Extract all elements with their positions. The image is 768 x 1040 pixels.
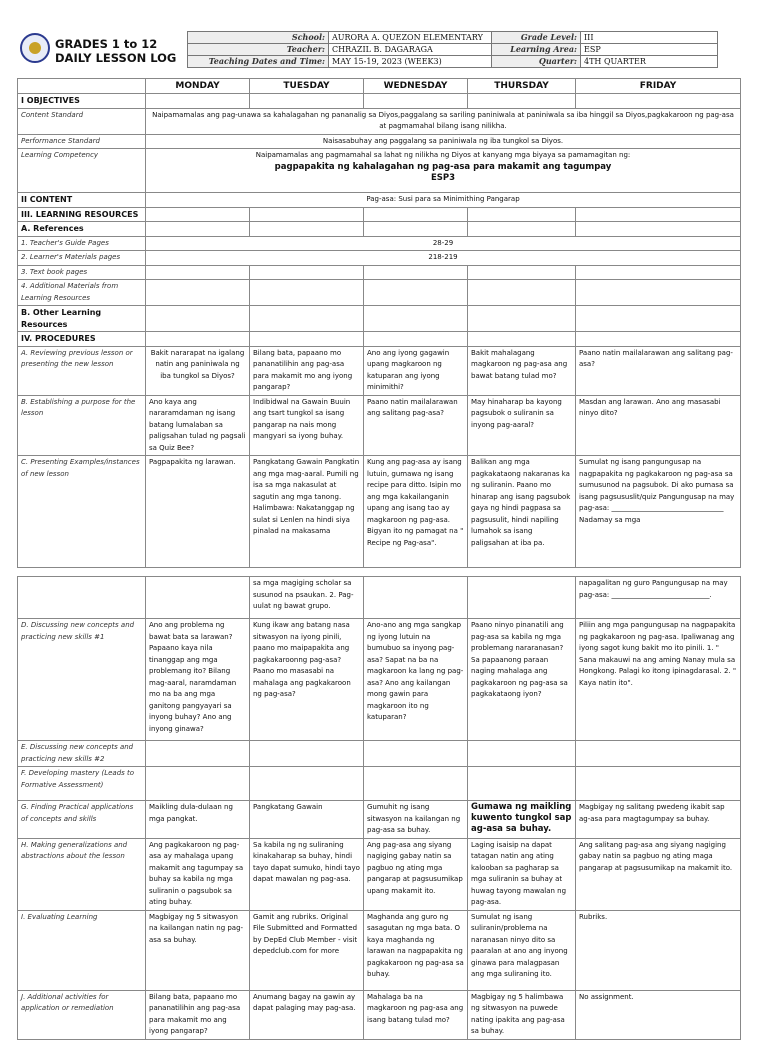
grade-value: III <box>581 32 718 44</box>
competency-line1: Naipamamalas ang pagmamahal sa lahat ng nilikha ng Diyos at kanyang mga biyaya sa pamamagitan ng: <box>255 151 631 159</box>
deped-seal-icon <box>20 33 50 63</box>
tg-label: 1. Teacher's Guide Pages <box>18 236 146 251</box>
procedure-c-cell: Sumulat ng isang pangungusap na nagpapakita ng pagkakaroon ng pag-asa sa sumusunod na pagsubok. Di ako pumasa sa isang pagsususlit/quiz Pangungusap na may pag-asa: ________________________________ Nadamay sa mga <box>576 456 741 568</box>
procedure-b-cell: Ano kaya ang nararamdaman ng isang batang lumalaban sa paligsahan tulad ng pagsali sa Quiz Bee? <box>146 395 250 456</box>
procedure-h-cell: Ang pag-asa ang siyang nagiging gabay natin sa pagbuo ng ating mga pangarap at pagsusumikap upang makamit ito. <box>364 838 468 910</box>
procedure-a-cell: Bakit nararapat na igalang natin ang paniniwala ng iba tungkol sa Diyos? <box>146 346 250 395</box>
section-references: A. References <box>18 222 146 237</box>
competency-line2: pagpapakita ng kahalagahan ng pag-asa para makamit ang tagumpay <box>274 161 612 172</box>
procedure-d-cell: Kung ikaw ang batang nasa sitwasyon na iyong pinili, paano mo maipapakita ang pagkakaroonng pag-asa? Paano mo masasabi na mahalaga ang pagkakaroon ng pag-asa? <box>250 619 364 741</box>
section-objectives: I OBJECTIVES <box>18 94 146 109</box>
procedure-c-cont-cell: napagalitan ng guro Pangungusap na may pag-asa: ____________________________. <box>576 577 741 619</box>
procedure-g-cell: Gumuhit ng isang sitwasyon na kailangan ng pag-asa sa buhay. <box>364 801 468 839</box>
lesson-table-part1 <box>17 78 741 568</box>
content-standard-label: Content Standard <box>18 108 146 134</box>
header-info-table <box>187 31 718 68</box>
procedure-g-cell: Gumawa ng maikling kuwento tungkol sap ag-asa sa buhay. <box>468 801 576 839</box>
school-value: AURORA A. QUEZON ELEMENTARY <box>329 32 492 44</box>
teacher-label: Teacher: <box>188 44 329 56</box>
procedure-i-label: I. Evaluating Learning <box>18 910 146 990</box>
performance-standard-label: Performance Standard <box>18 134 146 149</box>
procedure-h-cell: Laging isaisip na dapat tatagan natin ang ating kalooban sa pagharap sa mga suliranin sa buhay at huwag tayong mawalan ng pag-asa. <box>468 838 576 910</box>
procedure-d-label: D. Discussing new concepts and practicing new skills #1 <box>18 619 146 741</box>
section-procedures: IV. PROCEDURES <box>18 332 146 347</box>
competency-value <box>146 149 741 193</box>
grade-label: Grade Level: <box>492 32 581 44</box>
dates-label: Teaching Dates and Time: <box>188 56 329 68</box>
procedure-a-cell: Bakit mahalagang magkaroon ng pag-asa ang bawat batang tulad mo? <box>468 346 576 395</box>
competency-label: Learning Competency <box>18 149 146 193</box>
form-title-line1: GRADES 1 to 12 <box>55 37 158 51</box>
procedure-e-label: E. Discussing new concepts and practicing new skills #2 <box>18 741 146 767</box>
procedure-a-cell: Paano natin mailalarawan ang salitang pag-asa? <box>576 346 741 395</box>
header <box>17 31 740 71</box>
lm-value: 218-219 <box>146 251 741 266</box>
section-resources: III. LEARNING RESOURCES <box>18 207 146 222</box>
competency-code: ESP3 <box>430 172 456 183</box>
procedure-h-cell: Ang pagkakaroon ng pag-asa ay mahalaga upang makamit ang tagumpay sa buhay sa kabila ng mga suliranin o pagsubok sa ating buhay. <box>146 838 250 910</box>
procedure-h-cell: Ang salitang pag-asa ang siyang nagiging gabay natin sa pagbuo ng ating maga pangarap at pagsusumikap na makamit ito. <box>576 838 741 910</box>
section-content: II CONTENT <box>18 193 146 208</box>
procedure-g-cell: Maikling dula-dulaan ng mga pangkat. <box>146 801 250 839</box>
procedure-d-cell: Piliin ang mga pangungusap na nagpapakita ng pagkakaroon ng pag-asa. Ipaliwanag ang iyong sagot kung bakit mo ito pinili. 1. " Sana makauwi na ang aming Nanay mula sa Hongkong. Palagi ko itong ipinagdarasal. 2. " Kaya natin ito". <box>576 619 741 741</box>
day-header: TUESDAY <box>250 79 364 94</box>
content-standard-value: Naipamamalas ang pag-unawa sa kahalagahan ng pananalig sa Diyos,paggalang sa sariling paniniwala at paniniwala sa iba hinggil sa Diyos,pagkakaroon ng pag-asa at pagmamahal bilang isang nilikha. <box>146 108 741 134</box>
dates-value: MAY 15-19, 2023 (WEEK3) <box>329 56 492 68</box>
area-label: Learning Area: <box>492 44 581 56</box>
procedure-i-cell: Gamit ang rubriks. Original File Submitted and Formatted by DepEd Club Member - visit depedclub.com for more <box>250 910 364 990</box>
procedure-g-label: G. Finding Practical applications of concepts and skills <box>18 801 146 839</box>
procedure-d-cell: Ano ang problema ng bawat bata sa larawan? Papaano kaya nila tinanggap ang mga problemang ito? Bilang mag-aaral, naramdaman mo na ba ang mga ganitong pangyayari sa inyong buhay? Ano ang inyong ginawa? <box>146 619 250 741</box>
procedure-c-cell: Pangkatang Gawain Pangkatin ang mga mag-aaral. Pumili ng isa sa mga nakasulat at sagutin ang mga tanong. Halimbawa: Nakatanggap ng sulat si Lenlen na hindi siya pinalad na makasama <box>250 456 364 568</box>
teacher-value: CHRAZIL B. DAGARAGA <box>329 44 492 56</box>
day-header: THURSDAY <box>468 79 576 94</box>
procedure-c-label: C. Presenting Examples/instances of new lesson <box>18 456 146 568</box>
procedure-j-label: J. Additional activities for application or remediation <box>18 990 146 1039</box>
procedure-j-cell: No assignment. <box>576 990 741 1039</box>
area-value: ESP <box>581 44 718 56</box>
procedure-d-cell: Ano-ano ang mga sangkap ng iyong lutuin na bumubuo sa inyong pag-asa? Sapat na ba na magkaroon ka lang ng pag-asa? Ano ang kailangan mong gawin para magkaroon ito ng katuparan? <box>364 619 468 741</box>
quarter-value: 4TH QUARTER <box>581 56 718 68</box>
form-title-line2: DAILY LESSON LOG <box>55 51 177 65</box>
procedure-c-cell: Kung ang pag-asa ay isang lutuin, gumawa ng isang recipe para ditto. Isipin mo ang mga kakailanganin upang ang isang tao ay magkaroon ng pag-asa. Bigyan ito ng pamagat na " Recipe ng Pag-asa". <box>364 456 468 568</box>
procedure-b-cell: Masdan ang larawan. Ano ang masasabi ninyo dito? <box>576 395 741 456</box>
procedure-b-cell: Paano natin mailalarawan ang salitang pag-asa? <box>364 395 468 456</box>
procedure-a-cell: Ano ang iyong gagawin upang magkaroon ng katuparan ang iyong minimithi? <box>364 346 468 395</box>
content-value: Pag-asa: Susi para sa Minimithing Pangarap <box>146 193 741 208</box>
procedure-b-cell: May hinaharap ba kayong pagsubok o suliranin sa inyong pag-aaral? <box>468 395 576 456</box>
procedure-d-cell: Paano ninyo pinanatili ang pag-asa sa kabila ng mga problemang nararanasan? Sa papaanong paraan naging mahalaga ang pagkakaroon ng pag-asa sa pagkakataong iyon? <box>468 619 576 741</box>
procedure-i-cell: Maghanda ang guro ng sasagutan ng mga bata. O kaya maghanda ng larawan na nagpapakita ng pagkakaroon ng pag-asa sa buhay. <box>364 910 468 990</box>
procedure-i-cell: Sumulat ng isang suliranin/problema na naranasan ninyo dito sa paaralan at ano ang inyong ginawa para malagpasan ang mga suliraning ito. <box>468 910 576 990</box>
lm-label: 2. Learner's Materials pages <box>18 251 146 266</box>
procedure-c-cell: Balikan ang mga pagkakataong nakaranas ka ng suliranin. Paano mo hinarap ang isang pagsubok gaya ng hindi pagpasa sa pagsusulit, hindi napiling lumahok sa isang paligsahan at iba pa. <box>468 456 576 568</box>
procedure-j-cell: Anumang bagay na gawin ay dapat palaging may pag-asa. <box>250 990 364 1039</box>
procedure-h-cell: Sa kabila ng ng suliraning kinakaharap sa buhay, hindi tayo dapat sumuko, hindi tayo dapat mawalan ng pag-asa. <box>250 838 364 910</box>
tb-label: 3. Text book pages <box>18 265 146 280</box>
procedure-c-cell: Pagpapakita ng larawan. <box>146 456 250 568</box>
procedure-c-cont-cell: sa mga magiging scholar sa susunod na psaukan. 2. Pag-uulat ng bawat grupo. <box>250 577 364 619</box>
school-label: School: <box>188 32 329 44</box>
form-title <box>55 37 176 65</box>
corner-cell <box>18 79 146 94</box>
procedure-g-cell: Pangkatang Gawain <box>250 801 364 839</box>
procedure-c-cont-cell <box>146 577 250 619</box>
section-other-resources: B. Other Learning Resources <box>18 306 146 332</box>
procedure-c-cont-cell <box>468 577 576 619</box>
procedure-h-label: H. Making generalizations and abstractions about the lesson <box>18 838 146 910</box>
procedure-g-cell: Magbigay ng salitang pwedeng ikabit sap ag-asa para magtagumpay sa buhay. <box>576 801 741 839</box>
day-header: WEDNESDAY <box>364 79 468 94</box>
tg-value: 28-29 <box>146 236 741 251</box>
addl-materials-label: 4. Additional Materials from Learning Resources <box>18 280 146 306</box>
procedure-i-cell: Rubriks. <box>576 910 741 990</box>
day-header: MONDAY <box>146 79 250 94</box>
procedure-c-cont-cell <box>364 577 468 619</box>
procedure-b-label: B. Establishing a purpose for the lesson <box>18 395 146 456</box>
procedure-j-cell: Magbigay ng 5 halimbawa ng sitwasyon na puwede nating ipakita ang pag-asa sa buhay. <box>468 990 576 1039</box>
procedure-a-cell: Bilang bata, papaano mo pananatilihin ang pag-asa para makamit mo ang iyong pangarap? <box>250 346 364 395</box>
quarter-label: Quarter: <box>492 56 581 68</box>
lesson-table-part2 <box>17 576 741 1040</box>
procedure-j-cell: Bilang bata, papaano mo pananatilihin ang pag-asa para makamit mo ang iyong pangarap? <box>146 990 250 1039</box>
procedure-b-cell: Indibidwal na Gawain Buuin ang tsart tungkol sa isang pangarap na nais mong mangyari sa iyong buhay. <box>250 395 364 456</box>
procedure-f-label: F. Developing mastery (Leads to Formative Assessment) <box>18 767 146 801</box>
day-header: FRIDAY <box>576 79 741 94</box>
procedure-a-label: A. Reviewing previous lesson or presenting the new lesson <box>18 346 146 395</box>
performance-standard-value: Naisasabuhay ang paggalang sa paniniwala ng iba tungkol sa Diyos. <box>146 134 741 149</box>
continuation-label <box>18 577 146 619</box>
procedure-i-cell: Magbigay ng 5 sitwasyon na kailangan natin ng pag-asa sa buhay. <box>146 910 250 990</box>
procedure-j-cell: Mahalaga ba na magkaroon ng pag-asa ang isang batang tulad mo? <box>364 990 468 1039</box>
